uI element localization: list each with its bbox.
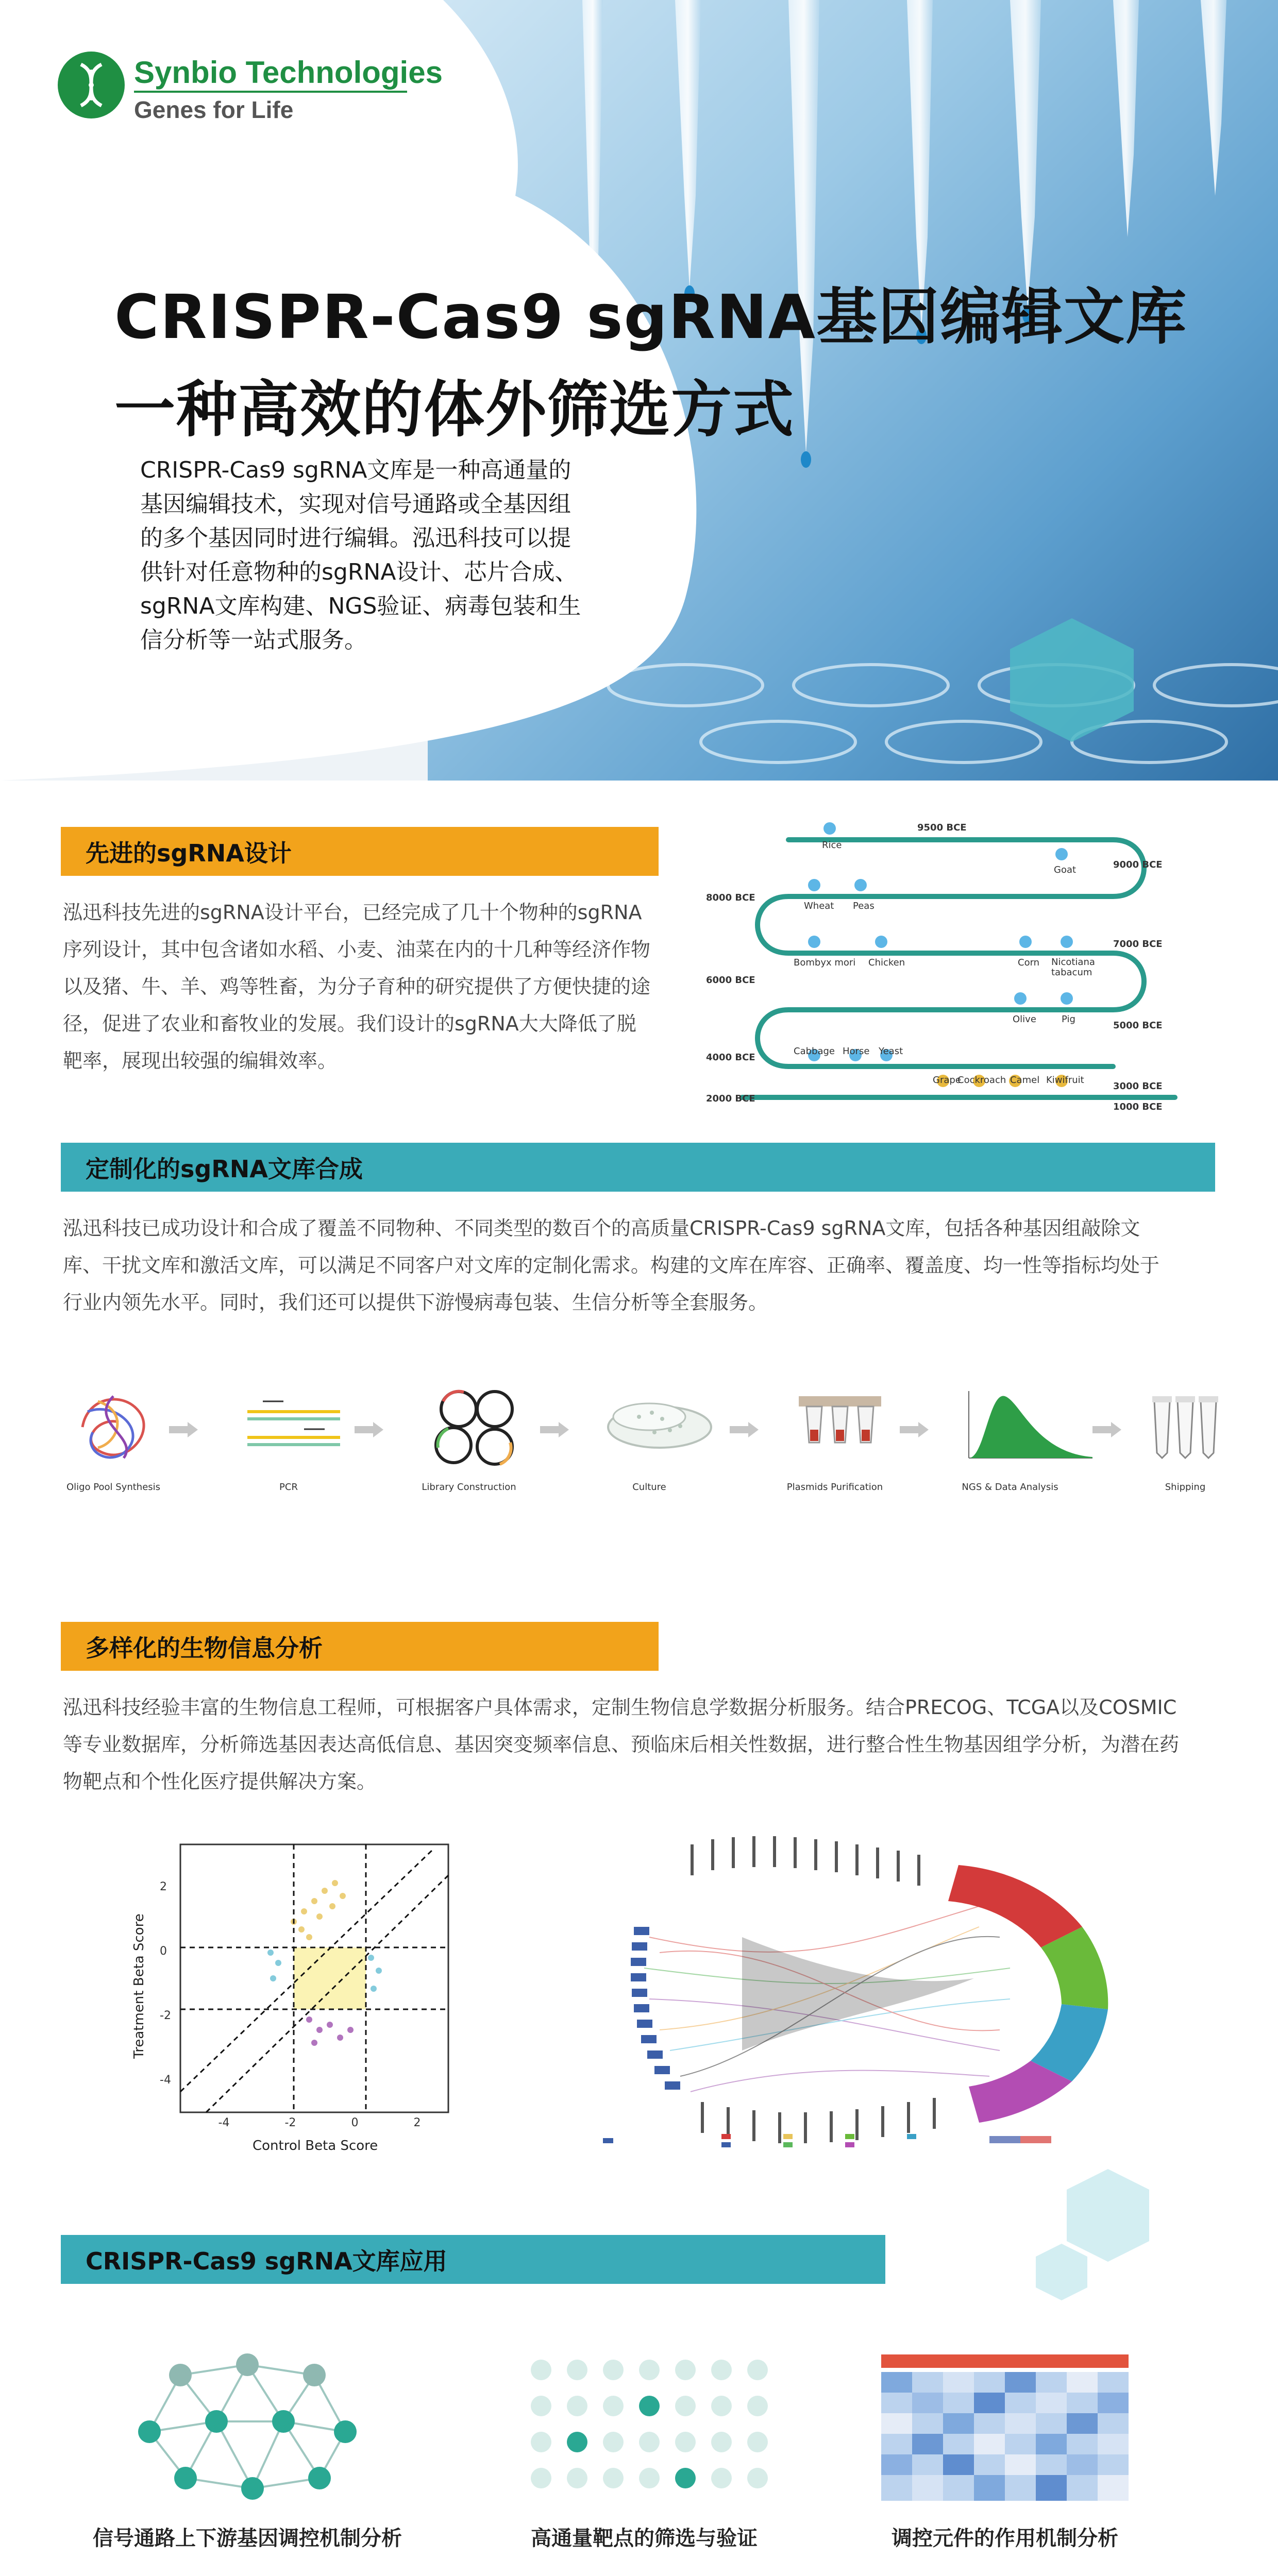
library-text-line: 库、干扰文库和激活文库，可以满足不同客户对文库的定制化需求。构建的文库在库容、正确率、覆盖度、均一性等指标均处于 xyxy=(63,1254,1160,1277)
bioinfo-text-line: 泓迅科技经验丰富的生物信息工程师，可根据客户具体需求，定制生物信息学数据分析服务。结合PRECOG、TCGA以及COSMIC xyxy=(63,1696,1177,1719)
species-label: Chicken xyxy=(868,957,905,968)
workflow-label: Oligo Pool Synthesis xyxy=(66,1482,161,1493)
workflow-step-ngs xyxy=(953,1381,1067,1515)
hero-description xyxy=(140,453,640,657)
arrow-right-icon xyxy=(730,1422,759,1437)
brand-tagline: Genes for Life xyxy=(134,96,294,123)
hero-text-line: 基因编辑技术，实现对信号通路或全基因组 xyxy=(140,491,571,517)
section-header-applications: CRISPR-Cas9 sgRNA文库应用 xyxy=(61,2235,885,2284)
year-label: 7000 BCE xyxy=(1113,939,1163,950)
x-tick: -2 xyxy=(284,2116,296,2129)
year-label: 9000 BCE xyxy=(1113,859,1163,870)
year-label: 3000 BCE xyxy=(1113,1081,1163,1092)
species-label: Horse xyxy=(843,1046,870,1057)
species-label: Grape xyxy=(933,1075,961,1086)
y-tick: -2 xyxy=(160,2009,171,2022)
workflow-step-culture xyxy=(593,1381,706,1515)
pcr-icon xyxy=(242,1381,345,1473)
species-label: Pig xyxy=(1062,1014,1075,1025)
species-label: Yeast xyxy=(879,1046,903,1057)
target-dots-grid-icon xyxy=(515,2349,773,2509)
heatmap-icon xyxy=(881,2349,1139,2509)
workflow-label: NGS & Data Analysis xyxy=(962,1482,1058,1493)
hero-banner xyxy=(0,0,1278,781)
workflow-step-shipping xyxy=(1129,1381,1242,1515)
bioinfo-text-line: 物靶点和个性化医疗提供解决方案。 xyxy=(63,1770,377,1793)
bioinfo-description xyxy=(63,1689,1222,1800)
species-label: Kiwifruit xyxy=(1046,1075,1084,1086)
hero-text-line: CRISPR-Cas9 sgRNA文库是一种高通量的 xyxy=(140,457,571,483)
species-label: Corn xyxy=(1018,957,1040,968)
application-label: 调控元件的作用机制分析 xyxy=(892,2527,1118,2550)
year-label: 6000 BCE xyxy=(706,975,755,986)
species-label: Cockroach xyxy=(957,1075,1006,1086)
species-label: Camel xyxy=(1010,1075,1040,1086)
x-tick: 0 xyxy=(351,2116,359,2129)
brand-underline xyxy=(134,91,407,93)
design-text-line: 靶率，展现出较强的编辑效率。 xyxy=(63,1049,338,1072)
plasmid-rings-icon xyxy=(423,1381,526,1473)
design-text-line: 径，促进了农业和畜牧业的发展。我们设计的sgRNA大大降低了脱 xyxy=(63,1012,636,1035)
arrow-right-icon xyxy=(355,1422,383,1437)
brand-name: Synbio Technologies xyxy=(134,55,443,90)
species-label: Nicotiana tabacum xyxy=(1051,957,1095,978)
scatter-x-label: Control Beta Score xyxy=(253,2138,378,2154)
library-text-line: 泓迅科技已成功设计和合成了覆盖不同物种、不同类型的数百个的高质量CRISPR-Cas9 sgRNA文库，包括各种基因组敲除文 xyxy=(63,1217,1140,1240)
year-label: 9500 BCE xyxy=(917,822,967,833)
application-label: 信号通路上下游基因调控机制分析 xyxy=(93,2527,402,2550)
arrow-right-icon xyxy=(1092,1422,1121,1437)
scatter-y-label: Treatment Beta Score xyxy=(131,1913,147,2059)
shipping-tubes-icon xyxy=(1139,1381,1232,1473)
beta-score-scatter xyxy=(124,1834,459,2154)
arrow-right-icon xyxy=(169,1422,198,1437)
bioinfo-text-line: 等专业数据库，分析筛选基因表达高低信息、基因突变频率信息、预临床后相关性数据，进行整合性生物基因组学分析，为潜在药 xyxy=(63,1733,1180,1756)
year-label: 1000 BCE xyxy=(1113,1101,1163,1112)
hero-title-line-2: 一种高效的体外筛选方式 xyxy=(114,374,795,445)
species-label: Bombyx mori xyxy=(794,957,856,968)
species-label: Olive xyxy=(1013,1014,1036,1025)
hero-text-line: sgRNA文库构建、NGS验证、病毒包装和生 xyxy=(140,593,581,619)
section-header-design: 先进的sgRNA设计 xyxy=(61,827,659,876)
gene-network-icon xyxy=(119,2349,376,2509)
library-description xyxy=(63,1210,1222,1321)
scatter-x-ticks xyxy=(191,2116,448,2129)
hero-text-line: 的多个基因同时进行编辑。泓迅科技可以提 xyxy=(140,525,571,551)
year-label: 5000 BCE xyxy=(1113,1020,1163,1031)
hero-title-line-1: CRISPR-Cas9 sgRNA基因编辑文库 xyxy=(114,281,1187,352)
year-label: 2000 BCE xyxy=(706,1093,755,1104)
domestication-timeline xyxy=(706,819,1221,1128)
workflow-label: Library Construction xyxy=(422,1482,516,1493)
year-label: 4000 BCE xyxy=(706,1052,755,1063)
species-label: Goat xyxy=(1054,865,1077,875)
design-text-line: 泓迅科技先进的sgRNA设计平台，已经完成了几十个物种的sgRNA xyxy=(63,901,642,924)
y-tick: 0 xyxy=(160,1945,167,1958)
species-label: Wheat xyxy=(804,901,834,911)
section-header-library: 定制化的sgRNA文库合成 xyxy=(61,1143,1215,1192)
ngs-histogram-icon xyxy=(964,1381,1098,1473)
chord-diagram xyxy=(587,1834,1165,2154)
arrow-right-icon xyxy=(900,1422,929,1437)
y-tick: 2 xyxy=(160,1880,167,1893)
workflow-step-oligo xyxy=(57,1381,170,1515)
y-tick: -4 xyxy=(160,2074,171,2087)
arrow-right-icon xyxy=(540,1422,569,1437)
species-label: Cabbage xyxy=(794,1046,835,1057)
gene-pathway-chord-diagram xyxy=(587,1834,1165,2154)
dna-logo-icon xyxy=(58,52,125,118)
design-description xyxy=(63,894,697,1079)
scatter-y-ticks xyxy=(160,1855,171,2112)
scatter-plot xyxy=(124,1834,459,2154)
workflow-label: PCR xyxy=(279,1482,298,1493)
application-label: 高通量靶点的筛选与验证 xyxy=(531,2527,758,2550)
hero-text-line: 信分析等一站式服务。 xyxy=(140,627,367,653)
decorative-hexagons xyxy=(1025,2169,1170,2324)
year-label: 8000 BCE xyxy=(706,892,755,903)
x-tick: 2 xyxy=(413,2116,421,2129)
library-text-line: 行业内领先水平。同时，我们还可以提供下游慢病毒包装、生信分析等全套服务。 xyxy=(63,1291,768,1314)
workflow-label: Culture xyxy=(632,1482,666,1493)
species-label: Peas xyxy=(853,901,875,911)
workflow-step-purification xyxy=(778,1381,892,1515)
hero-text-line: 供针对任意物种的sgRNA设计、芯片合成、 xyxy=(140,559,578,585)
petri-dish-icon xyxy=(603,1381,716,1473)
workflow-step-library xyxy=(412,1381,526,1515)
workflow-label: Plasmids Purification xyxy=(786,1482,883,1493)
workflow-step-pcr xyxy=(232,1381,345,1515)
workflow-label: Shipping xyxy=(1165,1482,1206,1493)
oligo-pool-icon xyxy=(67,1381,160,1473)
hero-title xyxy=(114,270,1187,456)
x-tick: -4 xyxy=(218,2116,230,2129)
section-header-bioinfo: 多样化的生物信息分析 xyxy=(61,1622,659,1671)
design-text-line: 以及猪、牛、羊、鸡等牲畜，为分子育种的研究提供了方便快捷的途 xyxy=(63,975,651,998)
brand-logo[interactable] xyxy=(58,52,443,124)
library-workflow xyxy=(57,1381,1221,1515)
species-label: Rice xyxy=(822,840,842,851)
purification-tubes-icon xyxy=(788,1381,892,1473)
design-text-line: 序列设计，其中包含诸如水稻、小麦、油菜在内的十几种等经济作物 xyxy=(63,938,651,961)
